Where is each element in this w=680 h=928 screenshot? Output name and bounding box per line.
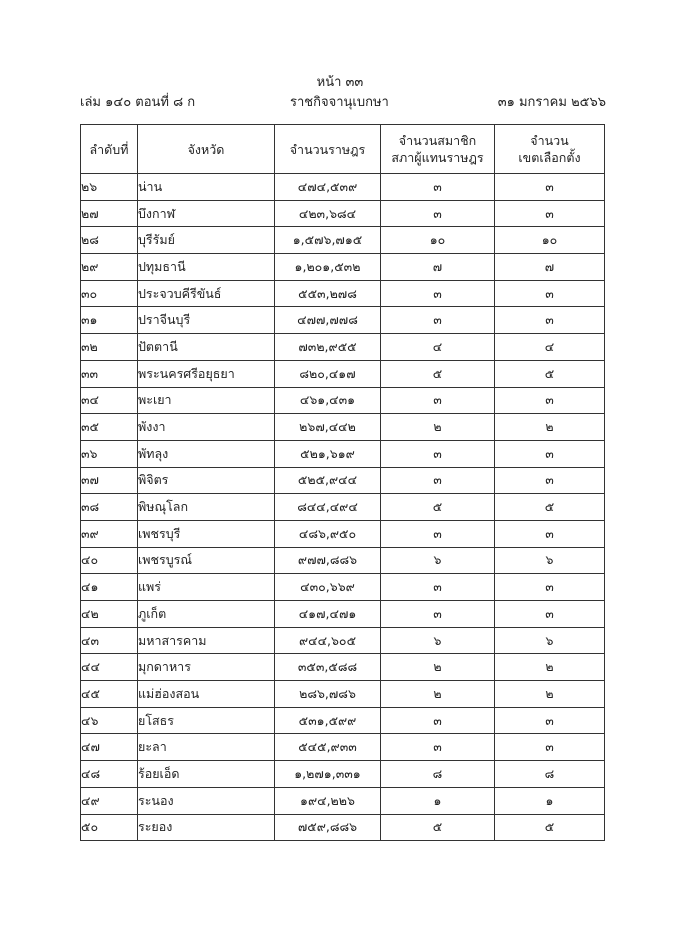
table-row [81,547,605,574]
cell-no: ๓๑ [81,307,138,334]
cell-members: ๖ [381,627,495,654]
cell-members: ๑ [381,787,495,814]
cell-population: ๕๓๑,๕๙๙ [275,707,381,734]
cell-population: ๓๕๓,๕๘๘ [275,654,381,681]
header-districts [495,125,605,174]
cell-population: ๕๒๑,๖๑๙ [275,440,381,467]
table-row [81,494,605,521]
cell-members: ๒ [381,681,495,708]
cell-province: ประจวบคีรีขันธ์ [138,280,275,307]
table-row [81,814,605,841]
table-row [81,627,605,654]
cell-province: ปทุมธานี [138,254,275,281]
cell-members: ๗ [381,254,495,281]
cell-population: ๔๗๗,๗๗๘ [275,307,381,334]
cell-population: ๗๓๒,๙๕๕ [275,334,381,361]
table-row [81,681,605,708]
cell-population: ๕๕๓,๒๗๘ [275,280,381,307]
cell-province: มุกดาหาร [138,654,275,681]
gazette-header [0,0,680,120]
cell-province: พังงา [138,414,275,441]
cell-no: ๔๖ [81,707,138,734]
cell-districts: ๓ [495,174,605,201]
cell-province: ยะลา [138,734,275,761]
cell-districts: ๕ [495,814,605,841]
table-row [81,307,605,334]
cell-districts: ๒ [495,681,605,708]
cell-no: ๔๔ [81,654,138,681]
header-members-line1: จำนวนสมาชิก [398,133,477,148]
cell-no: ๓๓ [81,360,138,387]
cell-province: ยโสธร [138,707,275,734]
header-no: ลำดับที่ [81,125,138,174]
cell-no: ๔๓ [81,627,138,654]
cell-members: ๓ [381,574,495,601]
cell-districts: ๓ [495,467,605,494]
cell-members: ๒ [381,654,495,681]
cell-population: ๑๙๔,๒๒๖ [275,787,381,814]
cell-districts: ๘ [495,761,605,788]
cell-no: ๔๐ [81,547,138,574]
cell-population: ๒๘๖,๗๘๖ [275,681,381,708]
cell-population: ๔๒๓,๖๘๔ [275,200,381,227]
cell-members: ๕ [381,814,495,841]
cell-no: ๓๐ [81,280,138,307]
cell-population: ๑,๒๐๑,๕๓๒ [275,254,381,281]
cell-no: ๓๘ [81,494,138,521]
cell-province: ร้อยเอ็ด [138,761,275,788]
table-row [81,280,605,307]
cell-no: ๔๙ [81,787,138,814]
cell-population: ๑,๕๗๖,๗๑๕ [275,227,381,254]
cell-province: ระนอง [138,787,275,814]
cell-population: ๘๒๐,๔๑๗ [275,360,381,387]
cell-population: ๕๔๕,๙๓๓ [275,734,381,761]
cell-population: ๔๗๔,๕๓๙ [275,174,381,201]
cell-members: ๕ [381,360,495,387]
table-row [81,387,605,414]
cell-districts: ๓ [495,520,605,547]
cell-province: เพชรบูรณ์ [138,547,275,574]
cell-members: ๖ [381,547,495,574]
cell-no: ๓๗ [81,467,138,494]
table-row [81,467,605,494]
table-row [81,574,605,601]
cell-population: ๔๖๑,๔๓๑ [275,387,381,414]
cell-members: ๘ [381,761,495,788]
cell-province: เพชรบุรี [138,520,275,547]
cell-no: ๕๐ [81,814,138,841]
cell-members: ๓ [381,307,495,334]
table-row [81,227,605,254]
cell-province: แพร่ [138,574,275,601]
cell-members: ๓ [381,200,495,227]
cell-districts: ๕ [495,360,605,387]
cell-population: ๗๕๙,๘๘๖ [275,814,381,841]
cell-province: ระยอง [138,814,275,841]
cell-districts: ๗ [495,254,605,281]
gazette-title: ราชกิจจานุเบกษา [290,95,389,110]
cell-no: ๓๖ [81,440,138,467]
cell-districts: ๑๐ [495,227,605,254]
cell-members: ๔ [381,334,495,361]
publication-date: ๓๑ มกราคม ๒๕๖๖ [497,95,606,110]
table-row [81,174,605,201]
volume-issue: เล่ม ๑๔๐ ตอนที่ ๘ ก [80,95,196,110]
province-representation-table [80,124,605,841]
header-districts-line2: เขตเลือกตั้ง [518,150,581,165]
table-row [81,360,605,387]
cell-no: ๓๔ [81,387,138,414]
cell-population: ๙๔๔,๖๐๕ [275,627,381,654]
cell-province: มหาสารคาม [138,627,275,654]
cell-districts: ๓ [495,200,605,227]
cell-population: ๙๗๗,๘๘๖ [275,547,381,574]
cell-members: ๑๐ [381,227,495,254]
cell-members: ๓ [381,601,495,628]
cell-members: ๓ [381,280,495,307]
cell-districts: ๕ [495,494,605,521]
cell-members: ๓ [381,174,495,201]
cell-population: ๒๖๗,๔๔๒ [275,414,381,441]
table-header-row [81,125,605,174]
header-districts-line1: จำนวน [530,133,569,148]
cell-districts: ๓ [495,387,605,414]
table-row [81,200,605,227]
cell-districts: ๓ [495,574,605,601]
page-number: หน้า ๓๓ [316,75,364,90]
cell-members: ๕ [381,494,495,521]
cell-population: ๔๘๖,๙๕๐ [275,520,381,547]
cell-members: ๓ [381,467,495,494]
cell-districts: ๓ [495,307,605,334]
cell-districts: ๓ [495,440,605,467]
cell-districts: ๖ [495,627,605,654]
cell-no: ๓๒ [81,334,138,361]
cell-population: ๔๓๐,๖๖๙ [275,574,381,601]
cell-members: ๓ [381,387,495,414]
header-province: จังหวัด [138,125,275,174]
cell-no: ๔๒ [81,601,138,628]
table-row [81,707,605,734]
cell-members: ๓ [381,440,495,467]
table-row [81,761,605,788]
cell-districts: ๑ [495,787,605,814]
cell-members: ๓ [381,707,495,734]
cell-districts: ๓ [495,707,605,734]
header-population: จำนวนราษฎร [275,125,381,174]
table-row [81,334,605,361]
cell-no: ๒๖ [81,174,138,201]
cell-districts: ๒ [495,414,605,441]
cell-members: ๒ [381,414,495,441]
cell-districts: ๓ [495,734,605,761]
cell-no: ๓๙ [81,520,138,547]
cell-no: ๔๗ [81,734,138,761]
cell-no: ๔๘ [81,761,138,788]
cell-members: ๓ [381,734,495,761]
cell-province: ภูเก็ต [138,601,275,628]
table-row [81,440,605,467]
cell-districts: ๒ [495,654,605,681]
cell-population: ๘๔๔,๔๙๔ [275,494,381,521]
cell-districts: ๖ [495,547,605,574]
cell-province: พระนครศรีอยุธยา [138,360,275,387]
cell-province: น่าน [138,174,275,201]
table-row [81,254,605,281]
table-row [81,601,605,628]
cell-province: พิษณุโลก [138,494,275,521]
table-row [81,787,605,814]
cell-province: พัทลุง [138,440,275,467]
cell-province: ปัตตานี [138,334,275,361]
cell-no: ๔๑ [81,574,138,601]
cell-province: พะเยา [138,387,275,414]
cell-districts: ๓ [495,601,605,628]
table-row [81,520,605,547]
cell-province: บึงกาฬ [138,200,275,227]
cell-no: ๒๙ [81,254,138,281]
cell-districts: ๓ [495,280,605,307]
cell-province: ปราจีนบุรี [138,307,275,334]
header-members-line2: สภาผู้แทนราษฎร [391,150,484,165]
cell-province: บุรีรัมย์ [138,227,275,254]
cell-no: ๔๕ [81,681,138,708]
cell-population: ๑,๒๗๑,๓๓๑ [275,761,381,788]
header-members [381,125,495,174]
cell-province: แม่ฮ่องสอน [138,681,275,708]
cell-no: ๓๕ [81,414,138,441]
cell-districts: ๔ [495,334,605,361]
cell-members: ๓ [381,520,495,547]
table-row [81,734,605,761]
cell-population: ๕๒๕,๙๔๔ [275,467,381,494]
table-row [81,654,605,681]
cell-no: ๒๘ [81,227,138,254]
cell-province: พิจิตร [138,467,275,494]
cell-no: ๒๗ [81,200,138,227]
cell-population: ๔๑๗,๔๗๑ [275,601,381,628]
table-row [81,414,605,441]
